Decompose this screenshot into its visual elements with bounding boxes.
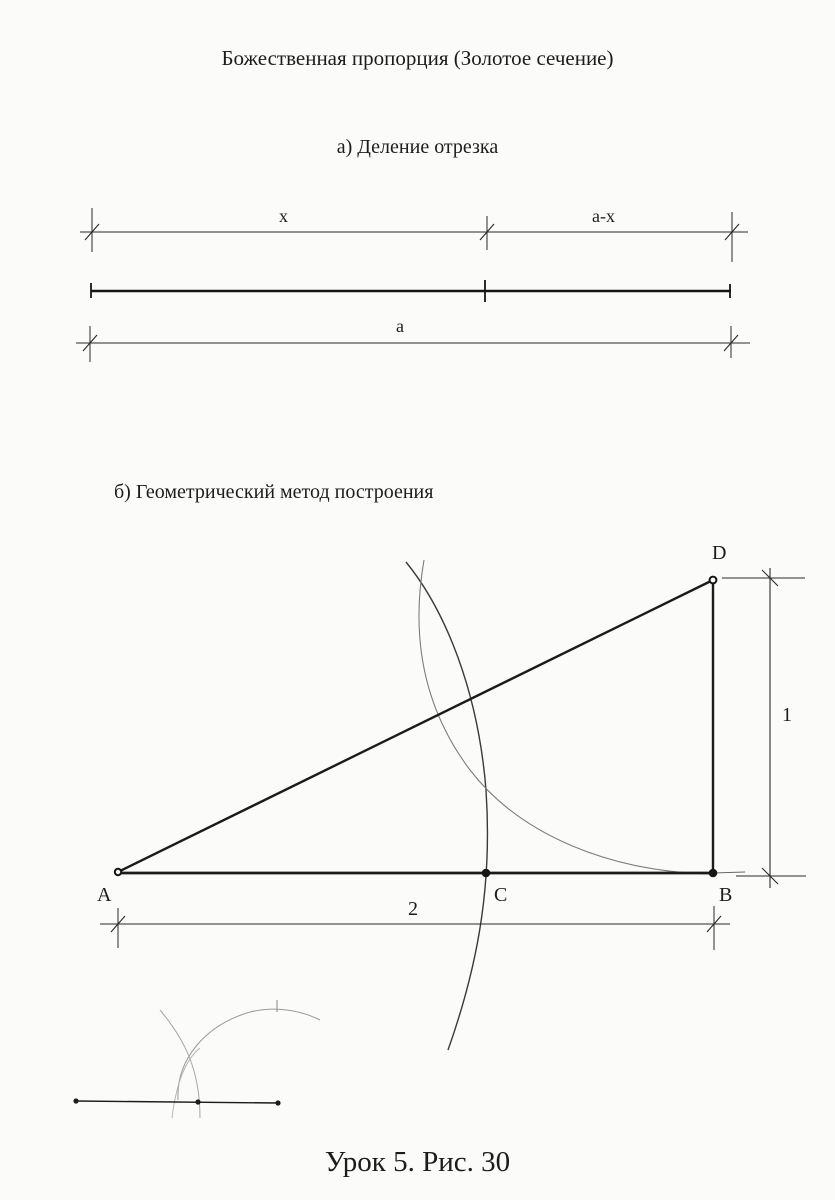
point-D-marker [710, 577, 717, 584]
label-a: a [396, 316, 404, 336]
sketch-point-right [275, 1100, 280, 1105]
point-label-B: B [719, 884, 733, 906]
triangle [118, 580, 745, 873]
main-segment [91, 280, 731, 302]
point-B-marker [709, 869, 717, 877]
label-x: x [279, 206, 288, 226]
sketch-construction [73, 1000, 320, 1118]
sketch-point-left [73, 1098, 78, 1103]
length-label-BD: 1 [782, 704, 792, 726]
section-b-heading: б) Геометрический метод построения [114, 481, 434, 503]
figure-caption: Урок 5. Рис. 30 [324, 1146, 511, 1178]
length-label-AB: 2 [408, 898, 418, 920]
point-label-A: A [97, 884, 112, 906]
point-label-C: C [494, 884, 508, 906]
sketch-point-mid [195, 1099, 200, 1104]
dimension-bottom [76, 326, 750, 362]
base-extension [713, 872, 745, 873]
page-title: Божественная пропорция (Золотое сечение) [221, 46, 614, 70]
sketch-arc-large [178, 1009, 320, 1100]
point-C-marker [482, 869, 490, 877]
section-a-heading: а) Деление отрезка [336, 136, 499, 158]
construction-arcs [406, 560, 712, 1050]
label-a-minus-x: a-x [592, 206, 615, 226]
sketch-arc-small-2 [172, 1048, 200, 1118]
dimension-top [80, 208, 748, 262]
arc-from-D [419, 560, 712, 874]
hypotenuse-AD [118, 580, 713, 872]
sketch-segment [76, 1101, 278, 1103]
point-label-D: D [712, 542, 727, 564]
arc-from-A [406, 562, 487, 1050]
dimension-BD [722, 568, 806, 888]
point-A-marker [115, 869, 121, 875]
